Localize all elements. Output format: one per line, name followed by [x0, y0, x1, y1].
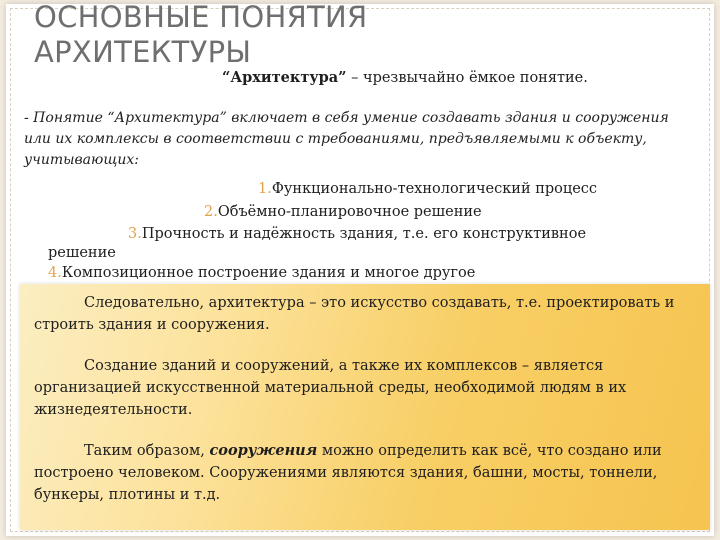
box-paragraph-3: Таким образом, сооружения можно определить как всё, что создано или построено человеком. Сооружениями являются здания, башни, мосты, тоннели, бункеры, плотины и т.д.	[34, 442, 662, 503]
list-number: 1.	[258, 181, 272, 197]
list-text: Композиционное построение здания и многое другое	[61, 265, 476, 281]
term-sooruzheniya: сооружения	[209, 442, 318, 459]
list-number: 4.	[48, 265, 62, 281]
lead-rest: – чрезвычайно ёмкое понятие.	[346, 70, 588, 86]
box-paragraph-1: Следовательно, архитектура – это искусство создавать, т.е. проектировать и строить здания и сооружения.	[34, 295, 675, 333]
slide-title	[34, 0, 494, 70]
title-line-2: АРХИТЕКТУРЫ	[34, 35, 252, 69]
list-number: 3.	[128, 226, 142, 242]
list-text: Объёмно-планировочное решение	[217, 204, 482, 220]
list-item-2	[204, 204, 482, 220]
list-item-1	[258, 181, 597, 197]
list-item-4	[48, 265, 475, 281]
lead-sentence	[222, 69, 588, 86]
box-paragraph-2: Создание зданий и сооружений, а также их комплексов – является организацией искусственной материальной среды, необходимой людям в их жизнедеятельности.	[34, 358, 627, 418]
list-item-3-continuation: решение	[48, 245, 116, 261]
list-number: 2.	[204, 204, 218, 220]
list-text: Прочность и надёжность здания, т.е. его конструктивное	[141, 226, 587, 242]
intro-paragraph: - Понятие “Архитектура” включает в себя умение создавать здания и сооружения или их комплексы в соответствии с требованиями, предъявляемыми к объекту, учитывающих:	[24, 110, 669, 168]
title-line-1: ОСНОВНЫЕ ПОНЯТИЯ	[34, 0, 368, 34]
list-item-3	[128, 226, 586, 242]
highlight-box	[20, 284, 710, 530]
list-text: Функционально-технологический процесс	[271, 181, 598, 197]
lead-term: “Архитектура”	[222, 69, 347, 86]
